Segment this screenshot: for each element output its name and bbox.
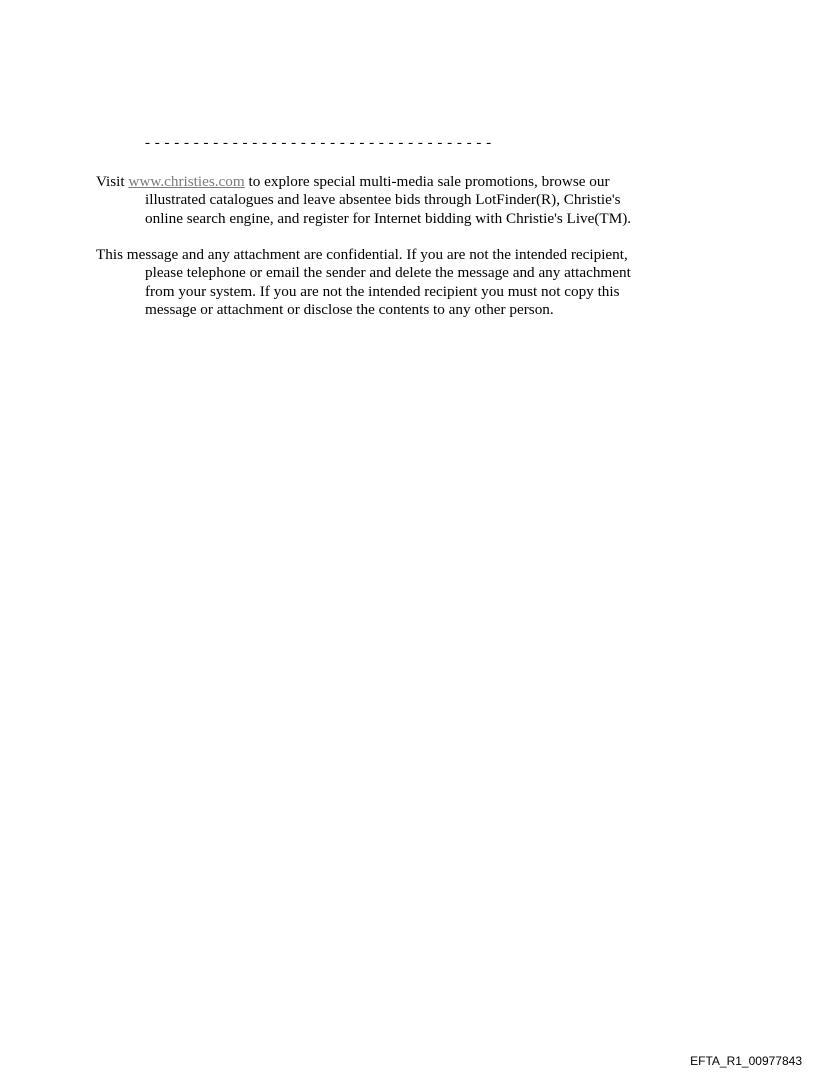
- visit-paragraph: [96, 173, 676, 228]
- christies-link[interactable]: www.christies.com: [128, 173, 245, 190]
- visit-line-1: [96, 173, 676, 191]
- confidentiality-paragraph: [96, 246, 676, 320]
- confidential-line-2: please telephone or email the sender and delete the message and any attachment: [145, 264, 631, 282]
- visit-line-1-suffix: to explore special multi-media sale promotions, browse our: [244, 173, 610, 190]
- visit-prefix: Visit: [96, 173, 129, 190]
- confidential-line-1: This message and any attachment are confidential. If you are not the intended recipient,: [96, 246, 628, 263]
- separator-line: - - - - - - - - - - - - - - - - - - - - - - - - - - - - - - - - - - - -: [145, 135, 492, 151]
- confidential-line-4: message or attachment or disclose the contents to any other person.: [145, 301, 554, 319]
- visit-line-3: online search engine, and register for Internet bidding with Christie's Live(TM).: [145, 209, 632, 227]
- confidential-line-3: from your system. If you are not the intended recipient you must not copy this: [145, 282, 620, 300]
- visit-line-2: illustrated catalogues and leave absentee bids through LotFinder(R), Christie's: [145, 191, 621, 209]
- document-id-stamp: EFTA_R1_00977843: [690, 1054, 802, 1068]
